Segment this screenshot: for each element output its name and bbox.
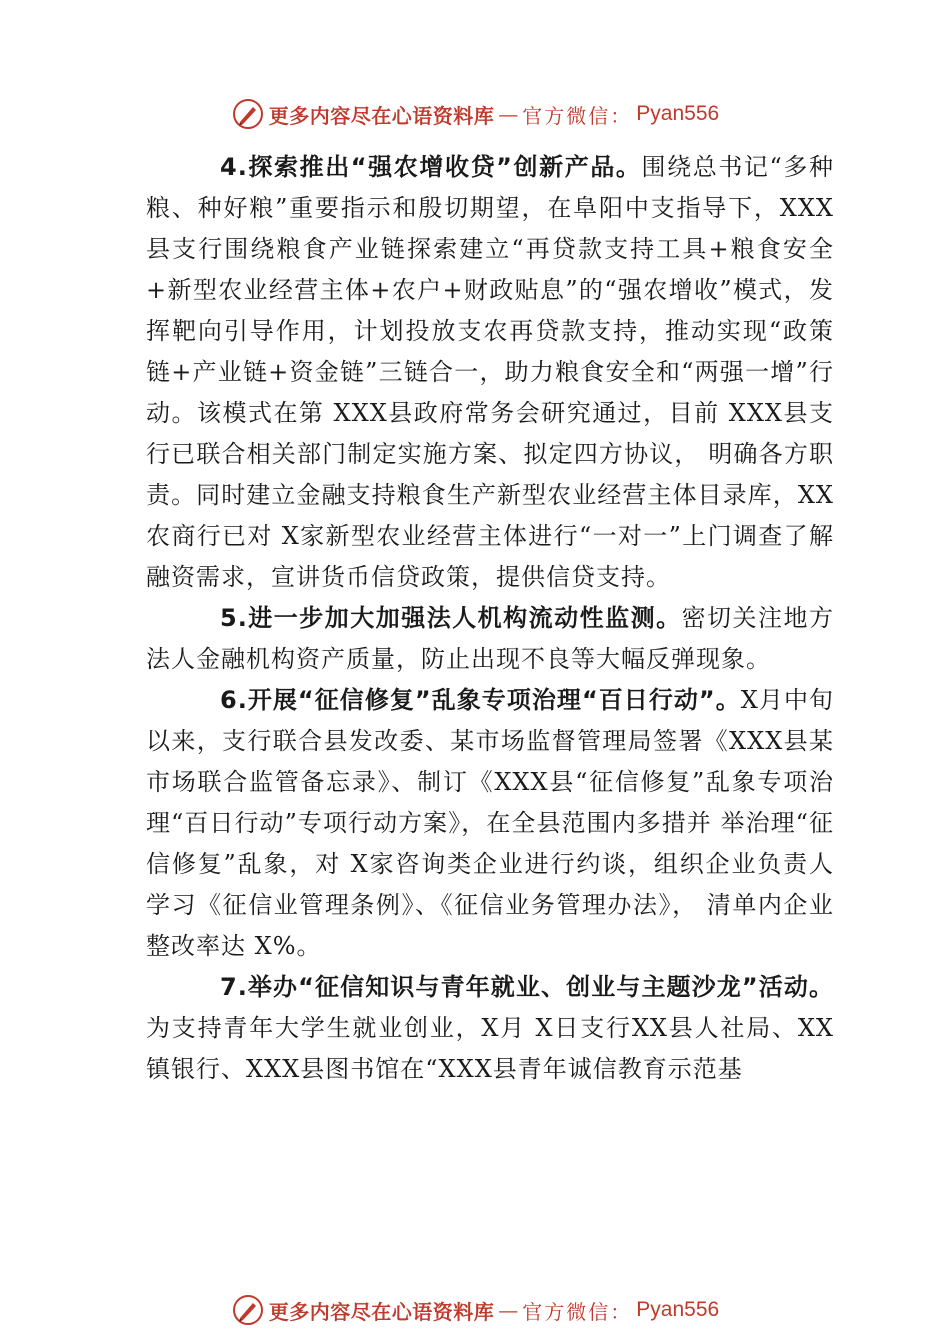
paragraph-6-heading: 6.开展“征信修复”乱象专项治理“百日行动”。 — [220, 686, 741, 714]
paragraph-6 — [146, 680, 834, 967]
document-body — [146, 147, 834, 1090]
paragraph-5 — [146, 598, 834, 680]
pen-logo-icon — [231, 1293, 265, 1327]
watermark-banner-top — [0, 92, 950, 136]
paragraph-7-body: 为支持青年大学生就业创业，X月 X日支行XX县人社局、XX镇银行、XXX县图书馆在“XXX县青年诚信教育示范基 — [146, 1014, 834, 1083]
paragraph-7 — [146, 967, 834, 1090]
paragraph-4-body: 围绕总书记“多种粮、种好粮”重要指示和殷切期望，在阜阳中支指导下，XXX县支行围绕粮食产业链探索建立“再贷款支持工具+粮食安全+新型农业经营主体+农户+财政贴息”的“强农增收”模式，发挥靶向引导作用，计划投放支农再贷款支持，推动实现“政策链+产业链+资金链”三链合一，助力粮食安全和“两强一增”行动。该模式在第 XXX县政府常务会研究通过，目前 XXX县支行已联合相关部门制定实施方案、拟定四方协议， 明确各方职责。同时建立金融支持粮食生产新型农业经营主体目录库，XX农商行已对 X家新型农业经营主体进行“一对一”上门调查了解融资需求，宣讲货币信贷政策，提供信贷支持。 — [146, 153, 834, 591]
paragraph-6-body: X月中旬以来，支行联合县发改委、某市场监督管理局签署《XXX县某市场联合监管备忘录》、制订《XXX县“征信修复”乱象专项治理“百日行动”专项行动方案》，在全县范围内多措并 举治理“征信修复”乱象，对 X家咨询类企业进行约谈，组织企业负责人学习《征信业管理条例》、《征信业务管理办法》， 清单内企业整改率达 X%。 — [146, 686, 834, 960]
watermark-text: 更多内容尽在心语资料库 — [268, 103, 495, 128]
watermark-label: 官方微信： — [522, 103, 633, 128]
watermark-banner-bottom — [0, 1288, 950, 1332]
watermark-dash: — — [498, 1298, 519, 1322]
watermark-wechat-id: Pyan556 — [636, 1298, 720, 1321]
paragraph-4 — [146, 147, 834, 598]
watermark-dash: — — [498, 102, 519, 126]
watermark-text: 更多内容尽在心语资料库 — [268, 1299, 495, 1324]
paragraph-7-heading: 7.举办“征信知识与青年就业、创业与主题沙龙”活动。 — [220, 973, 834, 1001]
paragraph-5-body: 密切关注地方法人金融机构资产质量，防止出现不良等大幅反弹现象。 — [146, 604, 834, 673]
paragraph-4-heading: 4.探索推出“强农增收贷”创新产品。 — [220, 153, 642, 181]
pen-logo-icon — [231, 97, 265, 131]
watermark-label: 官方微信： — [522, 1299, 633, 1324]
watermark-wechat-id: Pyan556 — [636, 102, 720, 125]
paragraph-5-heading: 5.进一步加大加强法人机构流动性监测。 — [220, 604, 682, 632]
